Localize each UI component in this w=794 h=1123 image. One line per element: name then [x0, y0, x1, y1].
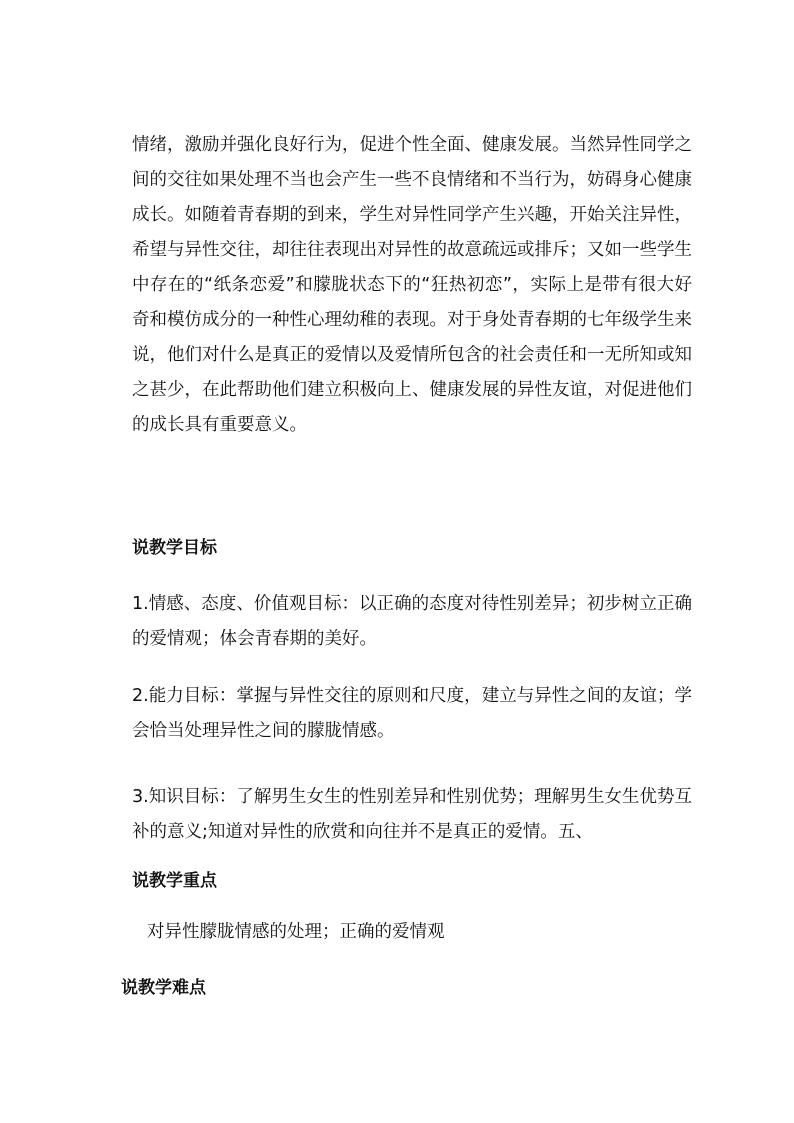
heading-teaching-difficulties: 说教学难点 [121, 978, 206, 998]
goal-knowledge: 3.知识目标：了解男生女生的性别差异和性别优势；理解男生女生优势互补的意义;知道对异性的欣赏和向往并不是真正的爱情。五、 [132, 787, 692, 842]
intro-paragraph: 情绪，激励并强化良好行为，促进个性全面、健康发展。当然异性同学之间的交往如果处理不当也会产生一些不良情绪和不当行为，妨碍身心健康成长。如随着青春期的到来，学生对异性同学产生兴趣，开始关注异性，希望与异性交往，却往往表现出对异性的故意疏远或排斥；又如一些学生中存在的“纸条恋爱”和朦胧状态下的“狂热初恋”，实际上是带有很大好奇和模仿成分的一种性心理幼稚的表现。对于身处青春期的七年级学生来说，他们对什么是真正的爱情以及爱情所包含的社会责任和一无所知或知之甚少，在此帮助他们建立积极向上、健康发展的异性友谊，对促进他们的成长具有重要意义。 [132, 135, 692, 435]
key-points-text: 对异性朦胧情感的处理；正确的爱情观 [147, 922, 445, 942]
goal-emotion-attitude-values: 1.情感、态度、价值观目标：以正确的态度对待性别差异；初步树立正确的爱情观；体会青春期的美好。 [132, 594, 692, 649]
goal-ability: 2.能力目标：掌握与异性交往的原则和尺度，建立与异性之间的友谊；学会恰当处理异性之间的朦胧情感。 [132, 686, 692, 741]
heading-teaching-key-points: 说教学重点 [132, 871, 217, 891]
heading-teaching-goals: 说教学目标 [132, 538, 217, 558]
